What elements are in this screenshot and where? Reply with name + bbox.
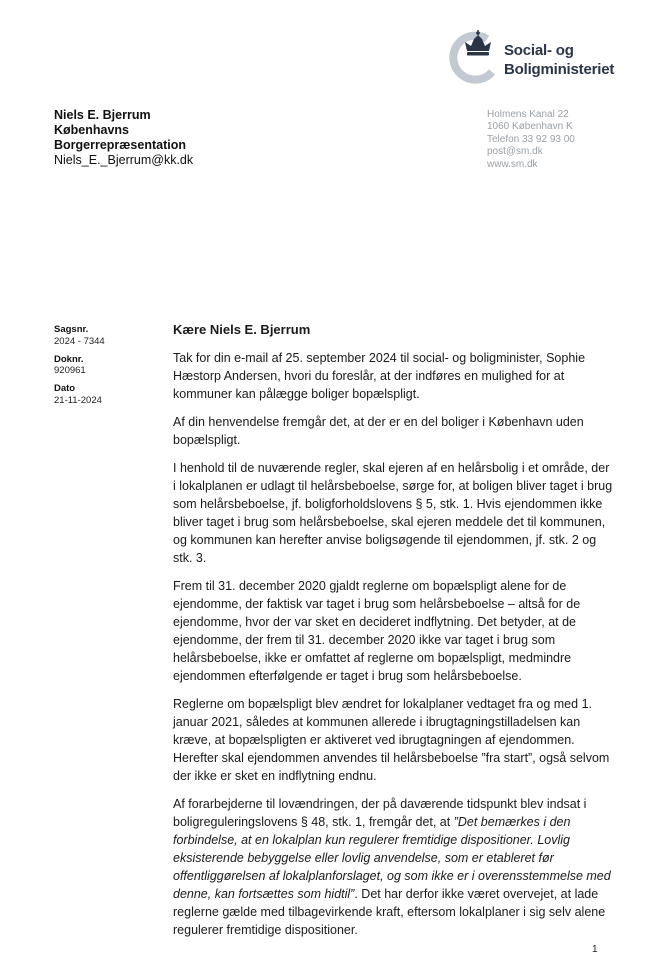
recipient-org-line-2: Borgerrepræsentation	[54, 138, 186, 152]
meta-label: Dato	[54, 383, 76, 394]
logo-wordmark	[504, 41, 614, 79]
paragraph-6	[173, 795, 613, 939]
logo-line-2: Boligministeriet	[504, 61, 615, 78]
paragraph-6-outro: . Det har derfor ikke været overvejet, at lade reglerne gælde med tilbagevirkende kraft, eftersom lokalplaner i sig selv alene regulerer fremtidige dispositioner.	[173, 887, 606, 937]
paragraph-3: I henhold til de nuværende regler, skal ejeren af en helårsbolig i et område, der i lokalplanen er udlagt til helårsbeboelse, sørge for, at boligen bliver taget i brug som helårsbeboelse, jf. boligforholdslovens § 5, stk. 1. Hvis ejendommen ikke bliver taget i brug som helårsbeboelse, skal ejeren meddele det til kommunen, og kommunen kan herefter anvise boligsøgende til ejendommen, jf. stk. 2 og stk. 3.	[173, 461, 613, 565]
paragraph-4: Frem til 31. december 2020 gjaldt reglerne om bopælspligt alene for de ejendomme, der faktisk var taget i brug som helårsbeboelse – altså for de ejendomme, hvor der var sket en decideret indflytning. Det betyder, at de ejendomme, der frem til 31. december 2020 ikke var taget i brug som helårsbeboelse, ikke er omfattet af reglerne om bopælspligt, medmindre ejendommen efterfølgende er taget i brug som helårsbeboelse.	[173, 579, 581, 683]
case-metadata	[54, 325, 154, 414]
recipient-name: Niels E. Bjerrum	[54, 108, 151, 122]
letter-body	[173, 321, 613, 949]
meta-case-number	[54, 325, 154, 347]
recipient-org-line-1: Københavns	[54, 123, 130, 137]
recipient-email: Niels_E._Bjerrum@kk.dk	[54, 153, 194, 167]
meta-date	[54, 384, 154, 406]
sender-city: 1060 København K	[487, 121, 573, 133]
paragraph-2: Af din henvendelse fremgår det, at der er en del boliger i København uden bopælspligt.	[173, 415, 584, 447]
meta-label: Sagsnr.	[54, 324, 89, 335]
letter-greeting: Kære Niels E. Bjerrum	[173, 322, 311, 337]
meta-label: Doknr.	[54, 353, 84, 365]
paragraph-5: Reglerne om bopælspligt blev ændret for lokalplaner vedtaget fra og med 1. januar 2021, således at kommunen allerede i ibrugtagningstilladelsen kan kræve, at bopælspligten er aktiveret ved ibrugtagningen af ejendommen. Herefter skal ejendommen anvendes til helårsbeboelse ”fra start”, også selvom der ikke er sket en indflytning endnu.	[173, 697, 610, 783]
sender-email: post@sm.dk	[487, 146, 543, 158]
page-number: 1	[592, 944, 598, 955]
sender-street: Holmens Kanal 22	[487, 109, 569, 120]
meta-value: 2024 - 7344	[54, 335, 105, 347]
paragraph-6-quote: ”Det bemærkes i den forbindelse, at en lokalplan kun regulerer fremtidige dispositioner. Lovlig eksisterende bebyggelse eller lovlig anvendelse, som er etableret før offentliggørelsen af lokalplanforslaget, og som ikke er i overensstemmelse med denne, kan fortsættes som hidtil”	[173, 815, 611, 901]
meta-value: 920961	[54, 365, 86, 376]
recipient-address	[54, 108, 193, 168]
meta-doc-number	[54, 355, 154, 377]
logo-line-1: Social- og	[504, 42, 574, 59]
sender-web: www.sm.dk	[487, 158, 538, 170]
crown-emblem-icon	[446, 30, 506, 86]
paragraph-1: Tak for din e-mail af 25. september 2024 til social- og boligminister, Sophie Hæstorp Andersen, hvori du foreslår, at der indføres en mulighed for at kommuner kan pålægge boliger bopælspligt.	[173, 351, 586, 401]
meta-value: 21-11-2024	[54, 394, 102, 406]
sender-phone: Telefon 33 92 93 00	[487, 133, 575, 145]
sender-address	[487, 109, 575, 171]
paragraph-6-intro: Af forarbejderne til lovændringen, der på daværende tidspunkt blev indsat i boligreguleringslovens § 48, stk. 1, fremgår det, at	[173, 797, 587, 829]
